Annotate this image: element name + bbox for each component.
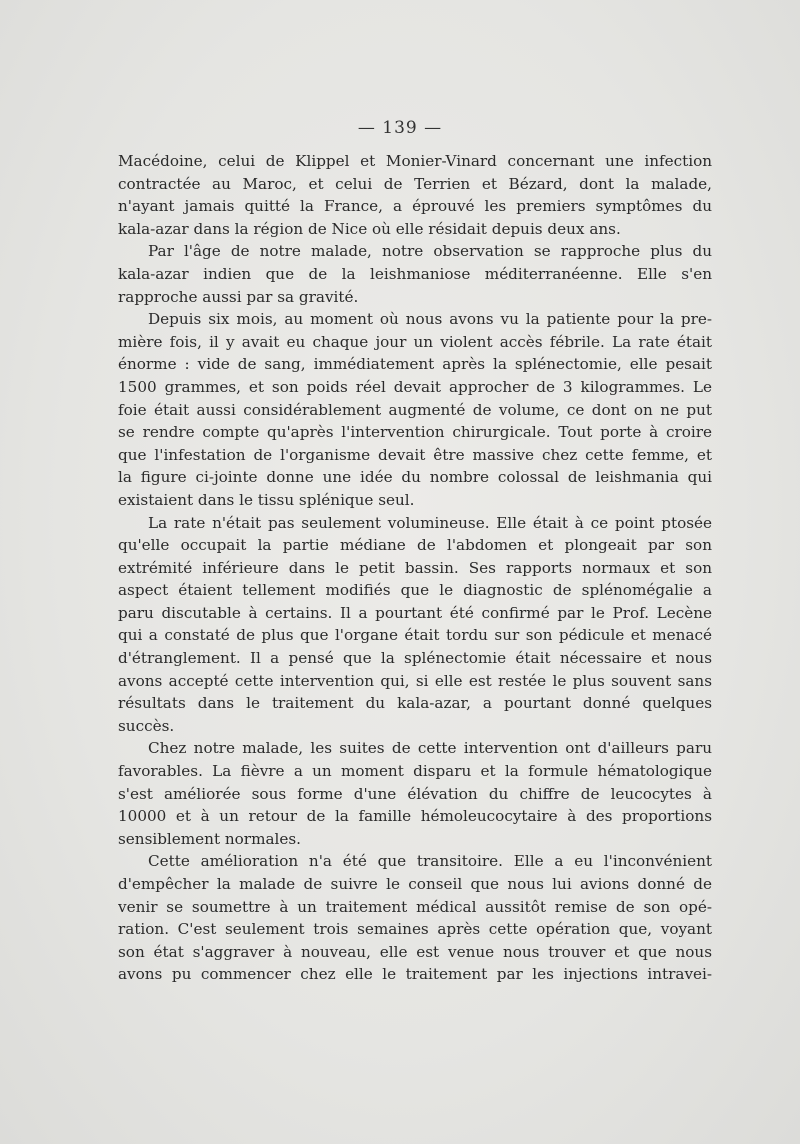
- text-line: Par l'âge de notre malade, notre observation se rapproche plus du: [148, 242, 712, 261]
- text-line: mière fois, il y avait eu chaque jour un violent accès fébrile. La rate était: [118, 332, 712, 351]
- body-text: [118, 150, 712, 986]
- text-line: d'empêcher la malade de suivre le conseil que nous lui avions donné de: [118, 875, 712, 893]
- text-line: kala-azar indien que de la leishmaniose méditerranéenne. Elle s'en: [118, 264, 712, 283]
- text-line: 1500 grammes, et son poids réel devait approcher de 3 kilogrammes. Le: [118, 377, 712, 396]
- text-line: La rate n'était pas seulement volumineuse. Elle était à ce point ptosée: [148, 513, 712, 532]
- text-line: sensiblement normales.: [118, 829, 301, 848]
- text-line: d'étranglement. Il a pensé que la splénectomie était nécessaire et nous: [118, 649, 712, 668]
- text-line: Macédoine, celui de Klippel et Monier-Vinard concernant une infection: [118, 152, 712, 170]
- text-line: qui a constaté de plus que l'organe était tordu sur son pédicule et menacé: [118, 626, 712, 645]
- text-line: résultats dans le traitement du kala-azar, a pourtant donné quelques: [118, 694, 712, 713]
- text-line: 10000 et à un retour de la famille hémoleucocytaire à des proportions: [118, 807, 712, 826]
- text-line: la figure ci-jointe donne une idée du nombre colossal de leishmania qui: [118, 468, 712, 487]
- text-line: que l'infestation de l'organisme devait être massive chez cette femme, et: [118, 445, 712, 464]
- text-line: succès.: [118, 716, 175, 735]
- text-line: avons accepté cette intervention qui, si elle est restée le plus souvent sans: [118, 671, 712, 690]
- text-line: kala-azar dans la région de Nice où elle résidait depuis deux ans.: [118, 219, 621, 238]
- text-line: son état s'aggraver à nouveau, elle est venue nous trouver et que nous: [118, 942, 712, 961]
- text-line: s'est améliorée sous forme d'une élévation du chiffre de leucocytes à: [118, 784, 712, 803]
- text-line: se rendre compte qu'après l'intervention chirurgicale. Tout porte à croire: [118, 423, 712, 442]
- text-line: foie était aussi considérablement augmenté de volume, ce dont on ne put: [118, 400, 712, 419]
- text-line: existaient dans le tissu splénique seul.: [118, 490, 415, 509]
- text-line: Depuis six mois, au moment où nous avons vu la patiente pour la pre-: [148, 310, 712, 329]
- text-line: Chez notre malade, les suites de cette intervention ont d'ailleurs paru: [148, 739, 712, 758]
- text-line: contractée au Maroc, et celui de Terrien et Bézard, dont la malade,: [118, 174, 712, 193]
- text-line: venir se soumettre à un traitement médical aussitôt remise de son opé-: [118, 897, 712, 916]
- text-line: n'ayant jamais quitté la France, a éprouvé les premiers symptômes du: [118, 197, 712, 216]
- text-line: aspect étaient tellement modifiés que le diagnostic de splénomégalie a: [118, 581, 712, 600]
- text-line: paru discutable à certains. Il a pourtant été confirmé par le Prof. Lecène: [118, 603, 712, 622]
- text-line: extrémité inférieure dans le petit bassin. Ses rapports normaux et son: [118, 558, 712, 577]
- text-line: énorme : vide de sang, immédiatement après la splénectomie, elle pesait: [118, 355, 712, 374]
- text-line: rapproche aussi par sa gravité.: [118, 287, 359, 306]
- page-number: — 139 —: [357, 118, 443, 138]
- text-line: avons pu commencer chez elle le traitement par les injections intravei-: [118, 965, 712, 984]
- text-line: qu'elle occupait la partie médiane de l'abdomen et plongeait par son: [118, 536, 712, 555]
- text-line: ration. C'est seulement trois semaines après cette opération que, voyant: [118, 920, 712, 939]
- text-line: Cette amélioration n'a été que transitoire. Elle a eu l'inconvénient: [148, 852, 712, 871]
- text-line: favorables. La fièvre a un moment disparu et la formule hématologique: [118, 762, 712, 781]
